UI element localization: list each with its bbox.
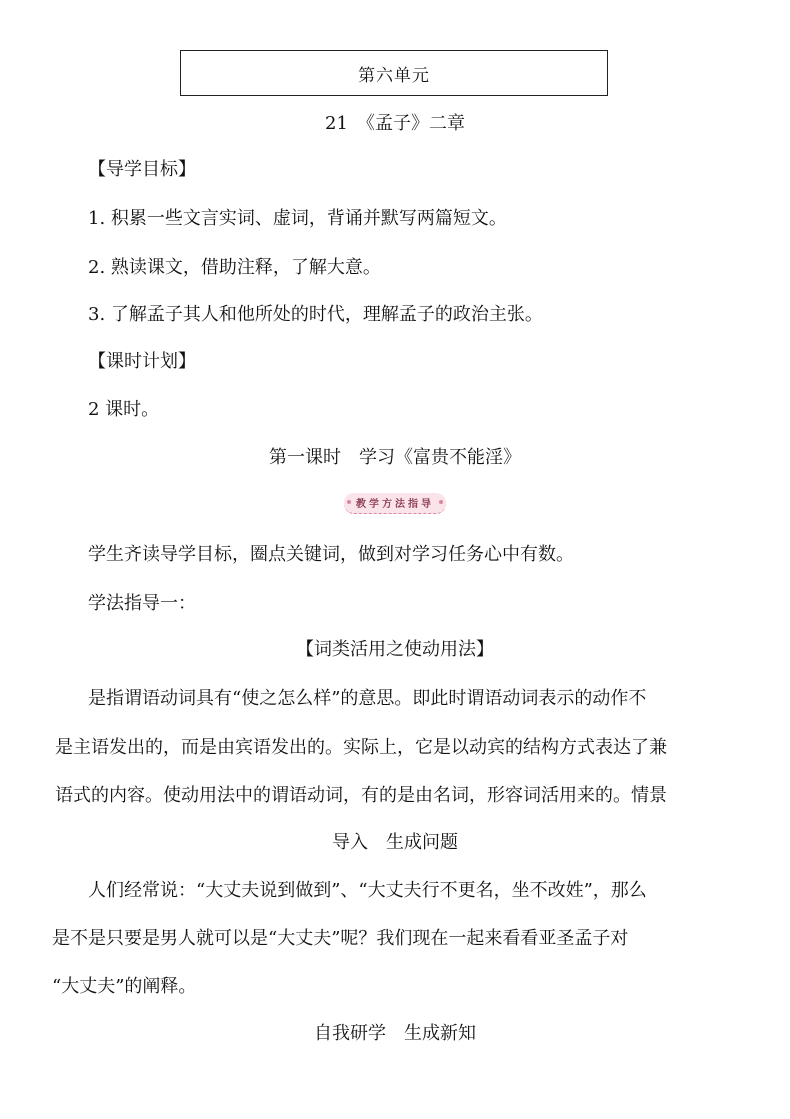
goal-item-3: 3. 了解孟子其人和他所处的时代，理解孟子的政治主张。: [88, 304, 543, 325]
method-line-3: 语式的内容。使动用法中的谓语动词，有的是由名词，形容词活用来的。情景: [55, 785, 667, 806]
plan-heading: 【课时计划】: [88, 351, 196, 372]
method-line-1: 是指谓语动词具有“使之怎么样”的意思。即此时谓语动词表示的动作不: [70, 688, 647, 709]
unit-title-box: [180, 50, 608, 96]
method-badge: 教学方法指导: [344, 493, 446, 514]
lesson-title: 21 《孟子》二章: [325, 113, 465, 134]
method-line-2: 是主语发出的，而是由宾语发出的。实际上，它是以动宾的结构方式表达了兼: [55, 737, 667, 758]
unit-title: 第六单元: [358, 65, 430, 86]
section-title-self-study: 自我研学 生成新知: [314, 1023, 476, 1044]
guide-heading: 【导学目标】: [88, 159, 196, 180]
goal-item-1: 1. 积累一些文言实词、虚词，背诵并默写两篇短文。: [88, 208, 507, 229]
period-title: 第一课时 学习《富贵不能淫》: [269, 447, 521, 468]
scenario-line-1: 人们经常说：“大丈夫说到做到”、“大丈夫行不更名，坐不改姓”，那么: [70, 880, 647, 901]
scenario-line-2: 是不是只要是男人就可以是“大丈夫”呢？我们现在一起来看看亚圣孟子对: [52, 928, 629, 949]
method-label: 学法指导一：: [88, 593, 196, 614]
method-heading: 【词类活用之使动用法】: [296, 639, 494, 660]
plan-text: 2 课时。: [88, 399, 160, 420]
section-title-intro: 导入 生成问题: [332, 832, 458, 853]
method-badge-container: [0, 493, 790, 514]
scenario-line-3: “大丈夫”的阐释。: [52, 976, 197, 997]
intro-text: 学生齐读导学目标，圈点关键词，做到对学习任务心中有数。: [88, 544, 574, 565]
goal-item-2: 2. 熟读课文，借助注释，了解大意。: [88, 257, 381, 278]
